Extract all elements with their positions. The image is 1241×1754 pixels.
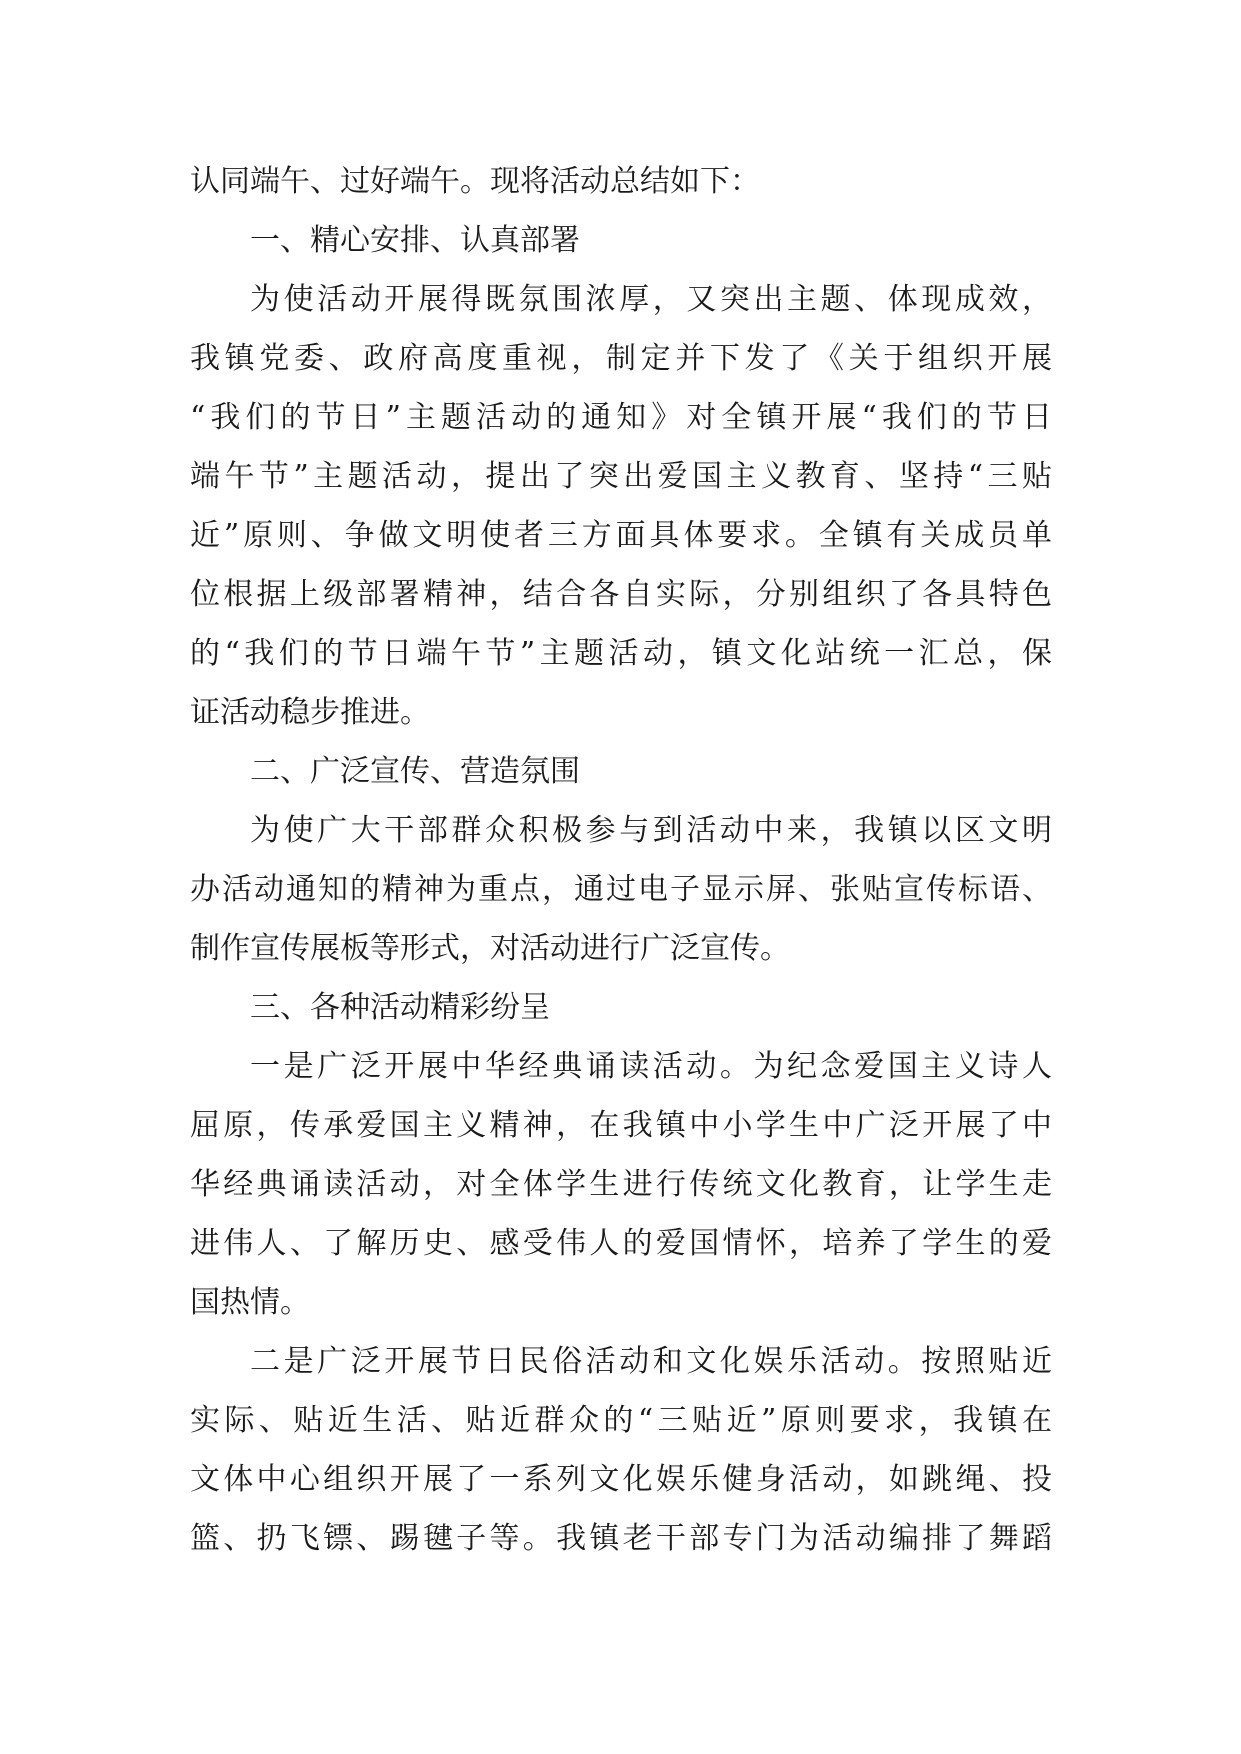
text-line: 办活动通知的精神为重点，通过电子显示屏、张贴宣传标语、 <box>190 872 1052 907</box>
text-line: 制作宣传展板等形式，对活动进行广泛宣传。 <box>190 931 790 966</box>
text-line: 位根据上级部署精神，结合各自实际，分别组织了各具特色 <box>190 577 1052 612</box>
text-line: 我镇党委、政府高度重视，制定并下发了《关于组织开展 <box>190 341 1052 376</box>
text-line: 的“我们的节日端午节”主题活动，镇文化站统一汇总，保 <box>190 636 1052 671</box>
text-line: 认同端午、过好端午。现将活动总结如下： <box>190 164 760 199</box>
text-line: 进伟人、了解历史、感受伟人的爱国情怀，培养了学生的爱 <box>190 1226 1052 1261</box>
text-line: 近”原则、争做文明使者三方面具体要求。全镇有关成员单 <box>190 518 1052 553</box>
text-line: 端午节”主题活动，提出了突出爱国主义教育、坚持“三贴 <box>190 459 1052 494</box>
text-line: 二是广泛开展节日民俗活动和文化娱乐活动。按照贴近 <box>250 1344 1052 1379</box>
text-line: 为使广大干部群众积极参与到活动中来，我镇以区文明 <box>250 813 1052 848</box>
text-line: 一、精心安排、认真部署 <box>250 223 580 258</box>
text-line: “我们的节日”主题活动的通知》对全镇开展“我们的节日 <box>190 400 1052 435</box>
document-body <box>190 152 1052 1568</box>
text-line: 一是广泛开展中华经典诵读活动。为纪念爱国主义诗人 <box>250 1049 1052 1084</box>
text-line: 篮、扔飞镖、踢毽子等。我镇老干部专门为活动编排了舞蹈 <box>190 1521 1052 1556</box>
text-line: 为使活动开展得既氛围浓厚，又突出主题、体现成效， <box>250 282 1052 317</box>
text-line: 屈原，传承爱国主义精神，在我镇中小学生中广泛开展了中 <box>190 1108 1052 1143</box>
text-line: 证活动稳步推进。 <box>190 695 430 730</box>
text-line: 文体中心组织开展了一系列文化娱乐健身活动，如跳绳、投 <box>190 1462 1052 1497</box>
text-line: 二、广泛宣传、营造氛围 <box>250 754 580 789</box>
text-line: 三、各种活动精彩纷呈 <box>250 990 550 1025</box>
text-line: 实际、贴近生活、贴近群众的“三贴近”原则要求，我镇在 <box>190 1403 1052 1438</box>
text-line: 华经典诵读活动，对全体学生进行传统文化教育，让学生走 <box>190 1167 1052 1202</box>
text-line: 国热情。 <box>190 1285 310 1320</box>
